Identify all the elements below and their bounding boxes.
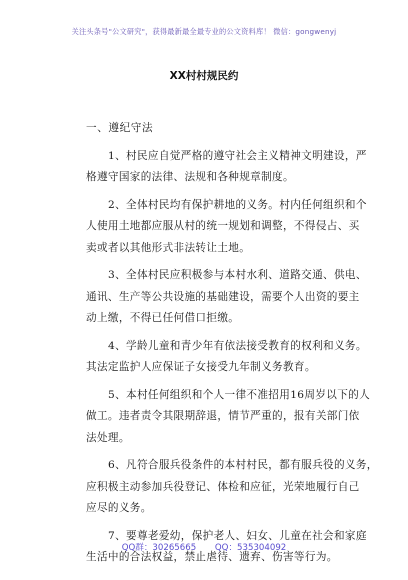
document-title: XX村村规民约 bbox=[169, 70, 239, 82]
article-line: 5、本村任何组织和个人一律不准招用16周岁以下的人 bbox=[108, 388, 371, 401]
article-line: 格遵守国家的法律、法规和各种规章制度。 bbox=[86, 171, 294, 183]
article-line: 动上缴，不得已任何借口拒缴。 bbox=[86, 312, 240, 324]
article-line: 法处理。 bbox=[86, 431, 130, 444]
article-line: 卖或者以其他形式非法转让土地。 bbox=[86, 241, 251, 254]
article-line: 人使用土地都应服从村的统一规划和调整，不得侵占、买 bbox=[86, 220, 360, 232]
footer-qq: QQ：535304092 bbox=[214, 543, 287, 553]
article-line: 1、村民应自觉严格的遵守社会主义精神文明建设，严 bbox=[108, 149, 367, 162]
article-line: 应尽的义务。 bbox=[86, 502, 152, 514]
article-line: 通讯、生产等公共设施的基础建设，需要个人出资的要主 bbox=[86, 290, 360, 303]
article-1 bbox=[86, 146, 367, 189]
article-line: 生活中的合法权益，禁止虐待、遗弃、伤害等行为。 bbox=[86, 551, 338, 563]
article-line: 4、学龄儿童和青少年有依法接受教育的权利和义务。 bbox=[108, 339, 367, 352]
article-4 bbox=[86, 336, 367, 379]
article-line: 其法定监护人应保证子女接受九年制义务教育。 bbox=[86, 361, 316, 373]
footer-contact bbox=[0, 541, 408, 553]
article-5 bbox=[86, 385, 371, 450]
article-line: 2、全体村民均有保护耕地的义务。村内任何组织和个 bbox=[108, 198, 367, 211]
section-heading: 一、遵纪守法 bbox=[86, 122, 154, 134]
article-line: 3、全体村民应积极参与本村水利、道路交通、供电、 bbox=[108, 269, 367, 281]
footer-qq-group: QQ群：30265665 bbox=[121, 543, 197, 553]
article-line: 应积极主动参加兵役登记、体检和应征，光荣地履行自己 bbox=[86, 480, 360, 493]
article-6 bbox=[86, 455, 378, 520]
article-2 bbox=[86, 195, 367, 260]
article-3 bbox=[86, 265, 367, 330]
article-line: 7、要尊老爱幼，保护老人、妇女、儿童在社会和家庭 bbox=[108, 529, 367, 542]
article-line: 6、凡符合服兵役条件的本村村民，都有服兵役的义务， bbox=[108, 459, 378, 471]
header-banner: 关注头条号"公文研究"，获得最新最全最专业的公文资料库！ 微信：gongwenyj bbox=[71, 27, 337, 36]
article-line: 做工。违者责令其限期辞退，情节严重的，报有关部门依 bbox=[86, 410, 360, 422]
document-body bbox=[86, 108, 378, 575]
